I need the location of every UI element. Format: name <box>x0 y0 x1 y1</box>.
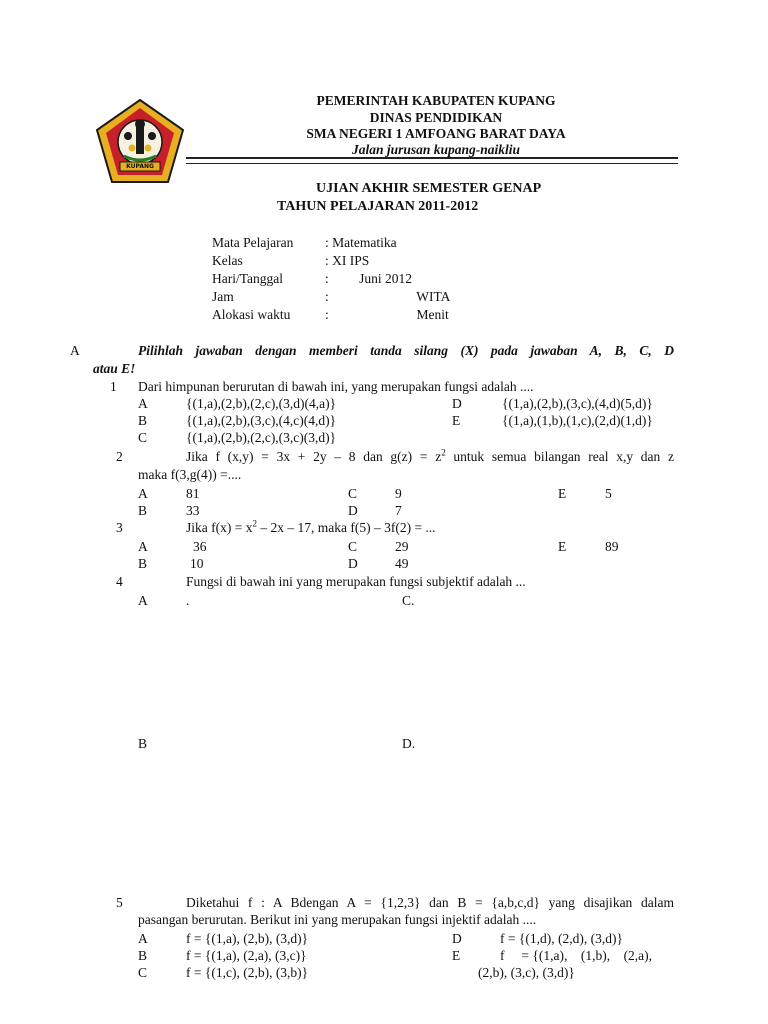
q5-option-d: f = {(1,d), (2,d), (3,d)} <box>500 931 623 946</box>
q4-option-a-letter: A <box>138 593 148 608</box>
info-label-class: Kelas <box>212 253 243 268</box>
q3-text: Jika $f(x) = x^2 - 2x - 17$, maka f(5) – 3f(2) = ... <box>186 518 436 535</box>
q3-option-d-letter: D <box>348 556 358 571</box>
logo-banner-text: KUPANG <box>126 163 154 170</box>
q2-option-b: 33 <box>186 503 200 518</box>
q5-option-b-letter: B <box>138 948 148 963</box>
q3-option-a-letter: A <box>138 539 148 554</box>
info-value-class: : XI IPS <box>325 253 370 268</box>
q1-option-a: {(1,a),(2,b),(2,c),(3,d)(4,a)} <box>186 396 337 411</box>
section-letter: A <box>70 343 80 358</box>
header-divider-thin <box>186 163 678 164</box>
q4-option-a: . <box>186 593 190 608</box>
q3-option-c-letter: C <box>348 539 358 554</box>
q3-number: 3 <box>116 520 123 535</box>
q4-option-d: D. <box>402 736 416 751</box>
section-instruction-2: atau E! <box>93 361 136 376</box>
info-value-date: : Juni 2012 <box>325 271 413 286</box>
section-instruction-1: Pilihlah jawaban dengan memberi tanda silang (X) pada jawaban A, B, C, D <box>138 343 674 358</box>
q1-option-d: {(1,a),(2,b),(3,c),(4,d)(5,d)} <box>502 396 653 411</box>
q2-option-e-letter: E <box>558 486 567 501</box>
q4-number: 4 <box>116 574 123 589</box>
info-value-time: : WITA <box>325 289 451 304</box>
q1-option-b-letter: B <box>138 413 148 428</box>
q2-number: 2 <box>116 449 123 464</box>
q2-option-d: 7 <box>395 503 402 518</box>
exam-title: UJIAN AKHIR SEMESTER GENAP <box>316 181 542 196</box>
q1-option-e: {(1,a),(1,b),(1,c),(2,d)(1,d)} <box>502 413 653 428</box>
header-divider-thick <box>186 157 678 159</box>
q2-option-c: 9 <box>395 486 402 501</box>
header-line-1: PEMERINTAH KABUPATEN KUPANG <box>316 93 556 108</box>
q5-option-a-letter: A <box>138 931 148 946</box>
q2-option-e: 5 <box>605 486 612 501</box>
info-label-duration: Alokasi waktu <box>212 307 291 322</box>
q5-option-c: f = {(1,c), (2,b), (3,b)} <box>186 965 309 980</box>
q1-option-d-letter: D <box>452 396 462 411</box>
q1-option-b: {(1,a),(2,b),(3,c),(4,c)(4,d)} <box>186 413 337 428</box>
q5-option-b: f = {(1,a), (2,a), (3,c)} <box>186 948 307 963</box>
q5-option-e-line-1: f = {(1,a), (1,b), (2,a), <box>500 948 653 963</box>
q2-option-a: 81 <box>186 486 200 501</box>
q3-option-a: 36 <box>193 539 207 554</box>
q2-option-b-letter: B <box>138 503 148 518</box>
info-value-duration: : Menit <box>325 307 449 322</box>
q5-number: 5 <box>116 895 123 910</box>
q2-text: Jika f (x,y) = 3x + 2y – 8 dan $g(z) = z^2$ untuk semua bilangan real x,y dan z <box>186 447 674 464</box>
q3-option-b-letter: B <box>138 556 148 571</box>
q5-option-e-letter: E <box>452 948 461 963</box>
q3-option-e-letter: E <box>558 539 567 554</box>
q3-option-d: 49 <box>395 556 409 571</box>
kupang-logo <box>94 98 186 186</box>
q1-number: 1 <box>110 379 117 394</box>
q5-text-1: Diketahui f : A Bdengan A = {1,2,3} dan B = {a,b,c,d} yang disajikan dalam <box>186 895 674 910</box>
q2-text-2: maka f(3,g(4)) =.... <box>138 467 242 482</box>
q1-option-a-letter: A <box>138 396 148 411</box>
kupang-emblem-icon <box>94 98 186 186</box>
header-line-4: Jalan jurusan kupang-naikliu <box>351 142 521 157</box>
info-label-date: Hari/Tanggal <box>212 271 284 286</box>
q2-option-c-letter: C <box>348 486 358 501</box>
q1-option-c: {(1,a),(2,b),(2,c),(3,c)(3,d)} <box>186 430 337 445</box>
q1-option-c-letter: C <box>138 430 148 445</box>
q1-text: Dari himpunan berurutan di bawah ini, yang merupakan fungsi adalah .... <box>138 379 534 394</box>
q5-option-e-line-2: (2,b), (3,c), (3,d)} <box>478 965 575 980</box>
info-label-subject: Mata Pelajaran <box>212 235 294 250</box>
q2-option-a-letter: A <box>138 486 148 501</box>
q2-option-d-letter: D <box>348 503 358 518</box>
q4-option-b-letter: B <box>138 736 148 751</box>
q3-option-e: 89 <box>605 539 619 554</box>
info-label-time: Jam <box>212 289 234 304</box>
q4-text: Fungsi di bawah ini yang merupakan fungsi subjektif adalah ... <box>186 574 526 589</box>
q5-option-a: f = {(1,a), (2,b), (3,d)} <box>186 931 309 946</box>
q1-option-e-letter: E <box>452 413 461 428</box>
q3-option-c: 29 <box>395 539 409 554</box>
header-line-2: DINAS PENDIDIKAN <box>369 110 503 125</box>
q5-text-2: pasangan berurutan. Berikut ini yang merupakan fungsi injektif adalah .... <box>138 912 537 927</box>
q4-option-c: C. <box>402 593 415 608</box>
q5-option-d-letter: D <box>452 931 462 946</box>
q5-option-c-letter: C <box>138 965 148 980</box>
header-line-3: SMA NEGERI 1 AMFOANG BARAT DAYA <box>306 126 566 141</box>
q3-option-b: 10 <box>190 556 204 571</box>
exam-year: TAHUN PELAJARAN 2011-2012 <box>277 199 479 214</box>
info-value-subject: : Matematika <box>325 235 397 250</box>
